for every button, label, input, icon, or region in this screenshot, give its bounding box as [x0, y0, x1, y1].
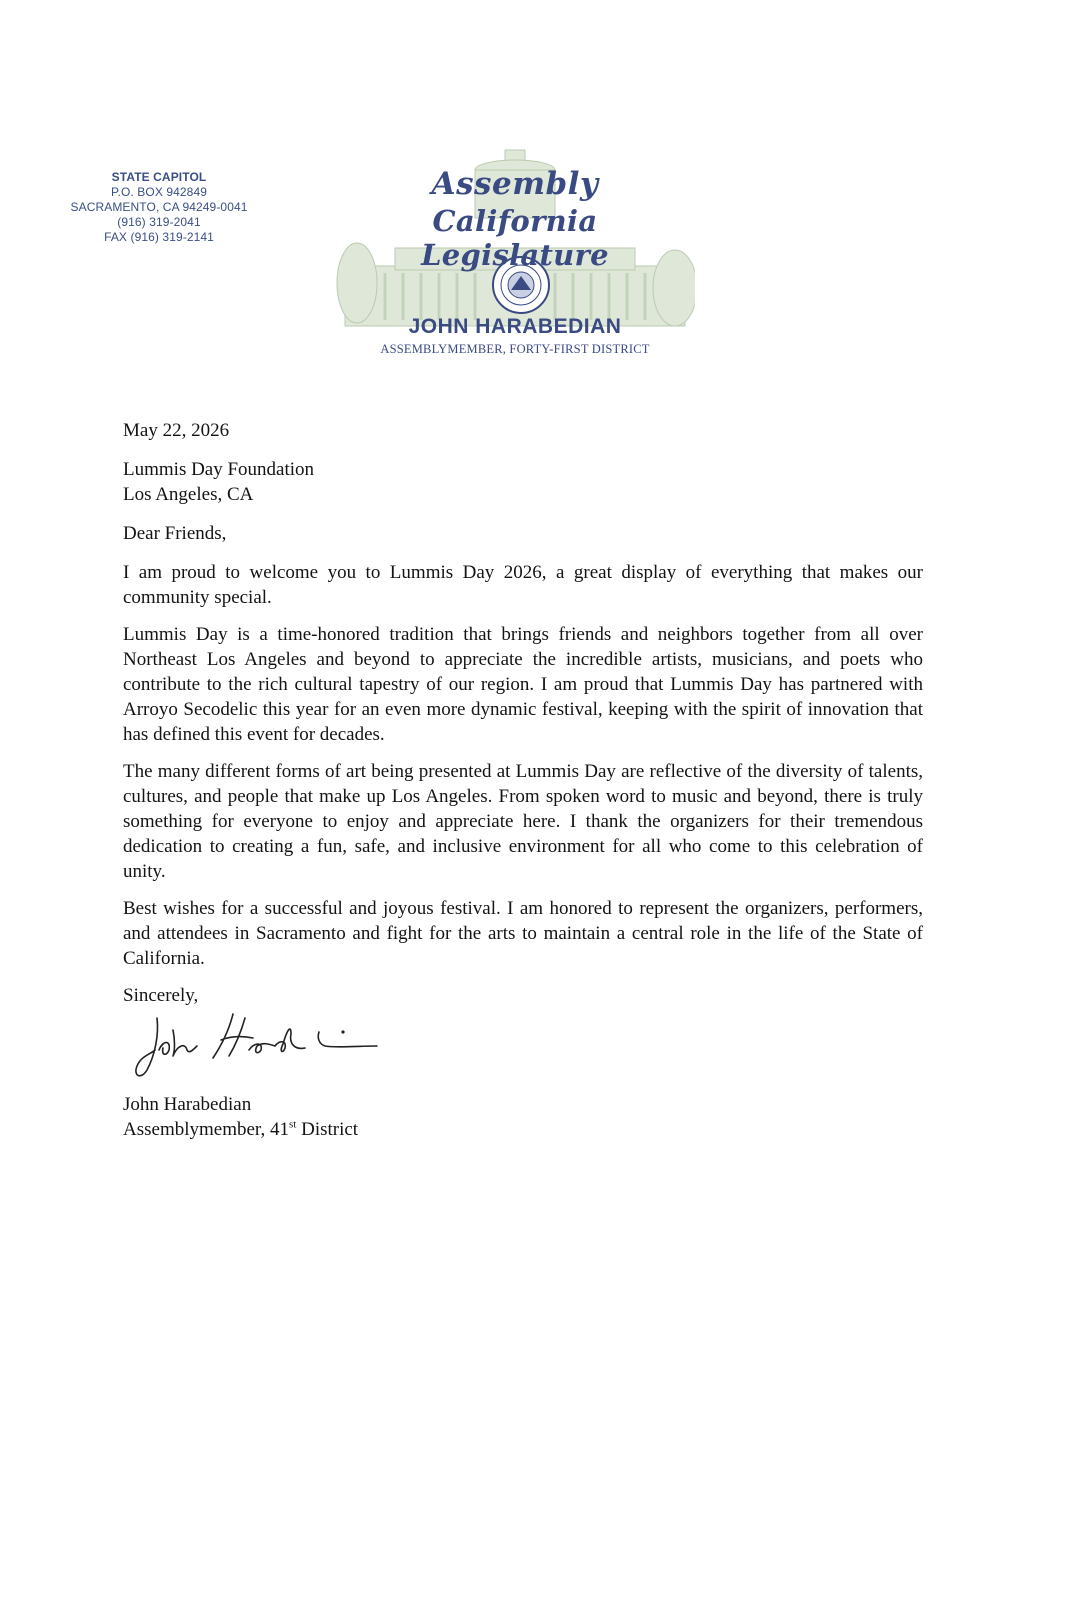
- recipient-name: Lummis Day Foundation: [123, 459, 315, 480]
- member-name: JOHN HARABEDIAN: [408, 315, 622, 338]
- address-phone: (916) 319-2041: [117, 215, 201, 229]
- signer-title: [123, 1117, 923, 1142]
- signer-title-suffix: District: [296, 1119, 359, 1140]
- emblem-assembly-text: Assembly: [431, 166, 599, 202]
- address-city: SACRAMENTO, CA 94249-0041: [70, 200, 248, 214]
- recipient-location: Los Angeles, CA: [123, 484, 254, 505]
- body-paragraph: I am proud to welcome you to Lummis Day 2026, a great display of everything that makes our community special.: [123, 562, 923, 608]
- closing: Sincerely,: [123, 985, 199, 1006]
- address-po-box: P.O. BOX 942849: [110, 185, 207, 199]
- handwritten-signature-icon: [129, 1010, 389, 1088]
- signature: [123, 1010, 923, 1088]
- body-paragraph: Lummis Day is a time-honored tradition that brings friends and neighbors together from all over Northeast Los Angeles and beyond to appreciate the incredible artists, musicians, and poets who contribute to the rich cultural tapestry of our region. I am proud that Lummis Day has partnered with Arroyo Secodelic this year for an even more dynamic festival, keeping with the spirit of innovation that has defined this event for decades.: [123, 624, 923, 745]
- signer-title-ordinal: st: [289, 1118, 297, 1131]
- emblem-legislature-text: California Legislature: [421, 204, 609, 272]
- recipient-block: [123, 457, 923, 507]
- body-paragraph: Best wishes for a successful and joyous festival. I am honored to represent the organizers, performers, and attendees in Sacramento and fight for the arts to maintain a central role in the life of the State of California.: [123, 898, 923, 969]
- letter-date: May 22, 2026: [123, 420, 230, 441]
- capitol-address-block: [64, 170, 254, 245]
- letter-body: [123, 418, 923, 1142]
- body-paragraph: The many different forms of art being presented at Lummis Day are reflective of the diversity of talents, cultures, and people that make up Los Angeles. From spoken word to music and beyond, there is truly something for everyone to enjoy and appreciate here. I thank the organizers for their tremendous dedication to creating a fun, safe, and inclusive environment for all who come to this celebration of unity.: [123, 761, 923, 882]
- address-heading: STATE CAPITOL: [111, 170, 207, 184]
- salutation: Dear Friends,: [123, 523, 227, 544]
- assembly-emblem: [335, 148, 695, 363]
- member-title: ASSEMBLYMEMBER, FORTY-FIRST DISTRICT: [380, 342, 650, 356]
- signer-title-prefix: Assemblymember, 41: [123, 1119, 289, 1140]
- address-fax: FAX (916) 319-2141: [104, 230, 214, 244]
- signer-name: John Harabedian: [123, 1094, 252, 1115]
